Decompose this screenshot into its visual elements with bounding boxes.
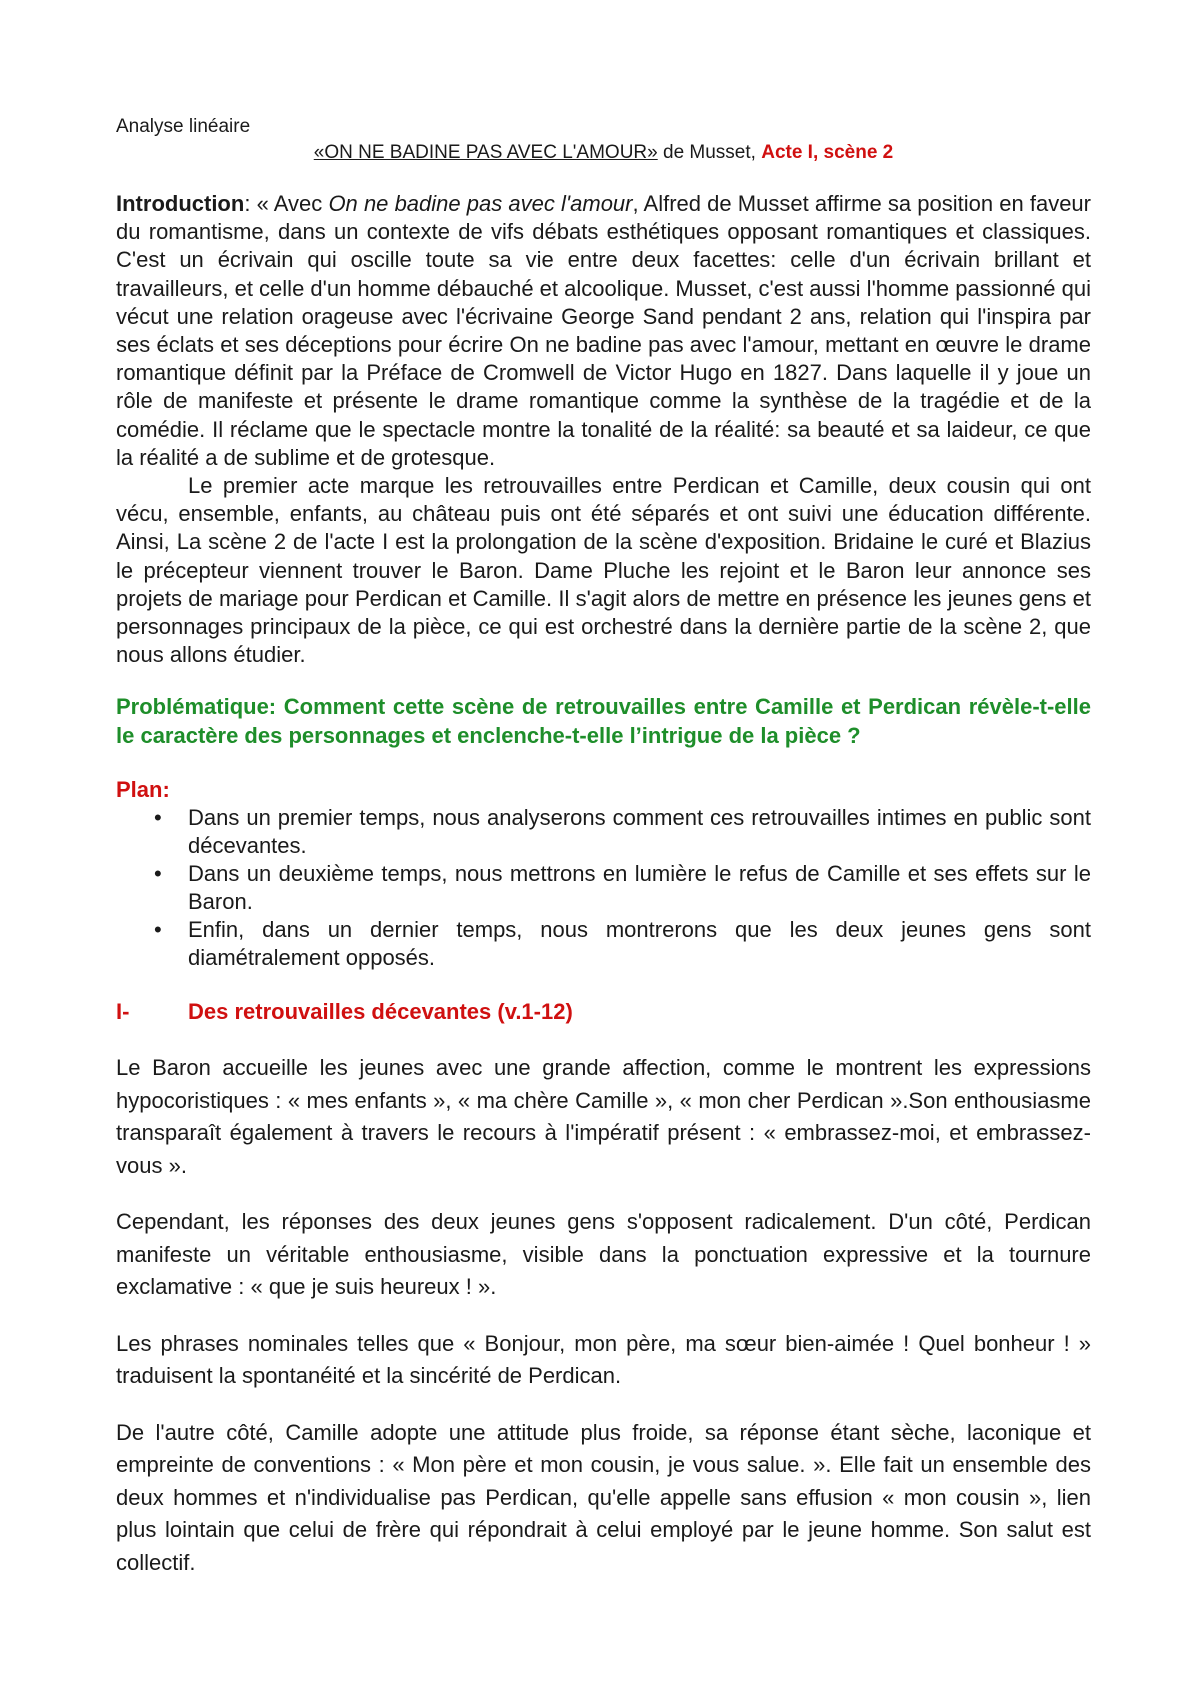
body-paragraph: Cependant, les réponses des deux jeunes gens s'opposent radicalement. D'un côté, Perdican manifeste un véritable enthousiasme, visible dans la ponctuation expressive et la tournure exclamative : « que je suis heureux ! ». <box>116 1209 1091 1300</box>
bullet: • <box>154 917 162 943</box>
intro-paragraph-2: Le premier acte marque les retrouvailles entre Perdican et Camille, deux cousin qui ont vécu, ensemble, enfants, au château puis ont été séparés et ont suivi une éducation différente. Ainsi, La scène 2 de l'acte I est la prolongation de la scène d'exposition. Bridaine le curé et Blazius le précepteur viennent trouver le Baron. Dame Pluche les rejoint et le Baron leur annonce ses projets de mariage pour Perdican et Camille. Il s'agit alors de mettre en présence les jeunes gens et personnages principaux de la pièce, ce qui est orchestré dans la dernière partie de la scène 2, que nous allons étudier. <box>116 473 1091 668</box>
doc-title <box>116 140 1091 166</box>
document-body <box>116 114 1091 1579</box>
body-paragraph: Les phrases nominales telles que « Bonjour, mon père, ma sœur bien-aimée ! Quel bonheur ! » traduisent la spontanéité et la sincérité de Perdican. <box>116 1330 1091 1389</box>
plan-item-text: Dans un premier temps, nous analyserons comment ces retrouvailles intimes en public sont décevantes. <box>188 805 1091 859</box>
plan-list <box>116 804 1091 972</box>
bullet: • <box>154 861 162 887</box>
body-paragraph: De l'autre côté, Camille adopte une attitude plus froide, sa réponse étant sèche, laconique et empreinte de conventions : « Mon père et mon cousin, je vous salue. ». Elle fait un ensemble des deux hommes et n'individualise pas Perdican, qu'elle appelle sans effusion « mon cousin », lien plus lointain que celui de frère qui répondrait à celui employé par le jeune homme. Son salut est collectif. <box>116 1419 1091 1575</box>
title-act-scene: Acte I, scène 2 <box>761 142 894 163</box>
title-author: de Musset, <box>657 142 762 163</box>
intro-label: Introduction <box>116 191 245 216</box>
bullet: • <box>154 805 162 831</box>
plan-item <box>116 860 1091 916</box>
section-title: Des retrouvailles décevantes (v.1-12) <box>188 999 573 1025</box>
plan-item-text: Enfin, dans un dernier temps, nous montrerons que les deux jeunes gens sont diamétralement opposés. <box>188 917 1091 971</box>
plan-item-text: Dans un deuxième temps, nous mettrons en lumière le refus de Camille et ses effets sur le Baron. <box>188 861 1091 915</box>
body-paragraph: Le Baron accueille les jeunes avec une grande affection, comme le montrent les expressions hypocoristiques : « mes enfants », « ma chère Camille », « mon cher Perdican ».Son enthousiasme transparaît également à travers le recours à l'impératif présent : « embrassez-moi, et embrassez-vous ». <box>116 1055 1091 1178</box>
intro-work-italic: On ne badine pas avec l'amour <box>328 191 633 216</box>
intro-text: , Alfred de Musset affirme sa position en faveur du romantisme, dans un contexte de vifs débats esthétiques opposant romantiques et classiques. C'est un écrivain qui oscille toute sa vie entre deux facettes: celle d'un écrivain brillant et travailleurs, et celle d'un homme débauché et alcoolique. Musset, c'est aussi l'homme passionné qui vécut une relation orageuse avec l'écrivaine George Sand pendant 2 ans, relation qui l'inspira par ses éclats et ses déceptions pour écrire On ne badine pas avec l'amour, mettant en œuvre le drame romantique définit par la Préface de Cromwell de Victor Hugo en 1827. Dans laquelle il y joue un rôle de manifeste et présente le drame romantique comme la synthèse de la tragédie et de la comédie. Il réclame que le spectacle montre la tonalité de la réalité: sa beauté et sa laideur, ce que la réalité a de sublime et de grotesque. <box>116 191 1092 470</box>
section-number: I- <box>116 999 130 1025</box>
intro-paragraph-1 <box>116 190 1091 472</box>
intro-lead: : « Avec <box>244 191 329 216</box>
section-heading <box>116 998 1091 1026</box>
introduction-section <box>116 190 1091 669</box>
work-title: «ON NE BADINE PAS AVEC L'AMOUR» <box>313 142 658 163</box>
plan-item <box>116 916 1091 972</box>
problematique: Problématique: Comment cette scène de retrouvailles entre Camille et Perdican révèle-t-elle le caractère des personnages et enclenche-t-elle l’intrigue de la pièce ? <box>116 694 1091 748</box>
doc-header: Analyse linéaire <box>116 116 251 137</box>
plan-item <box>116 804 1091 860</box>
plan-title: Plan: <box>116 777 170 803</box>
